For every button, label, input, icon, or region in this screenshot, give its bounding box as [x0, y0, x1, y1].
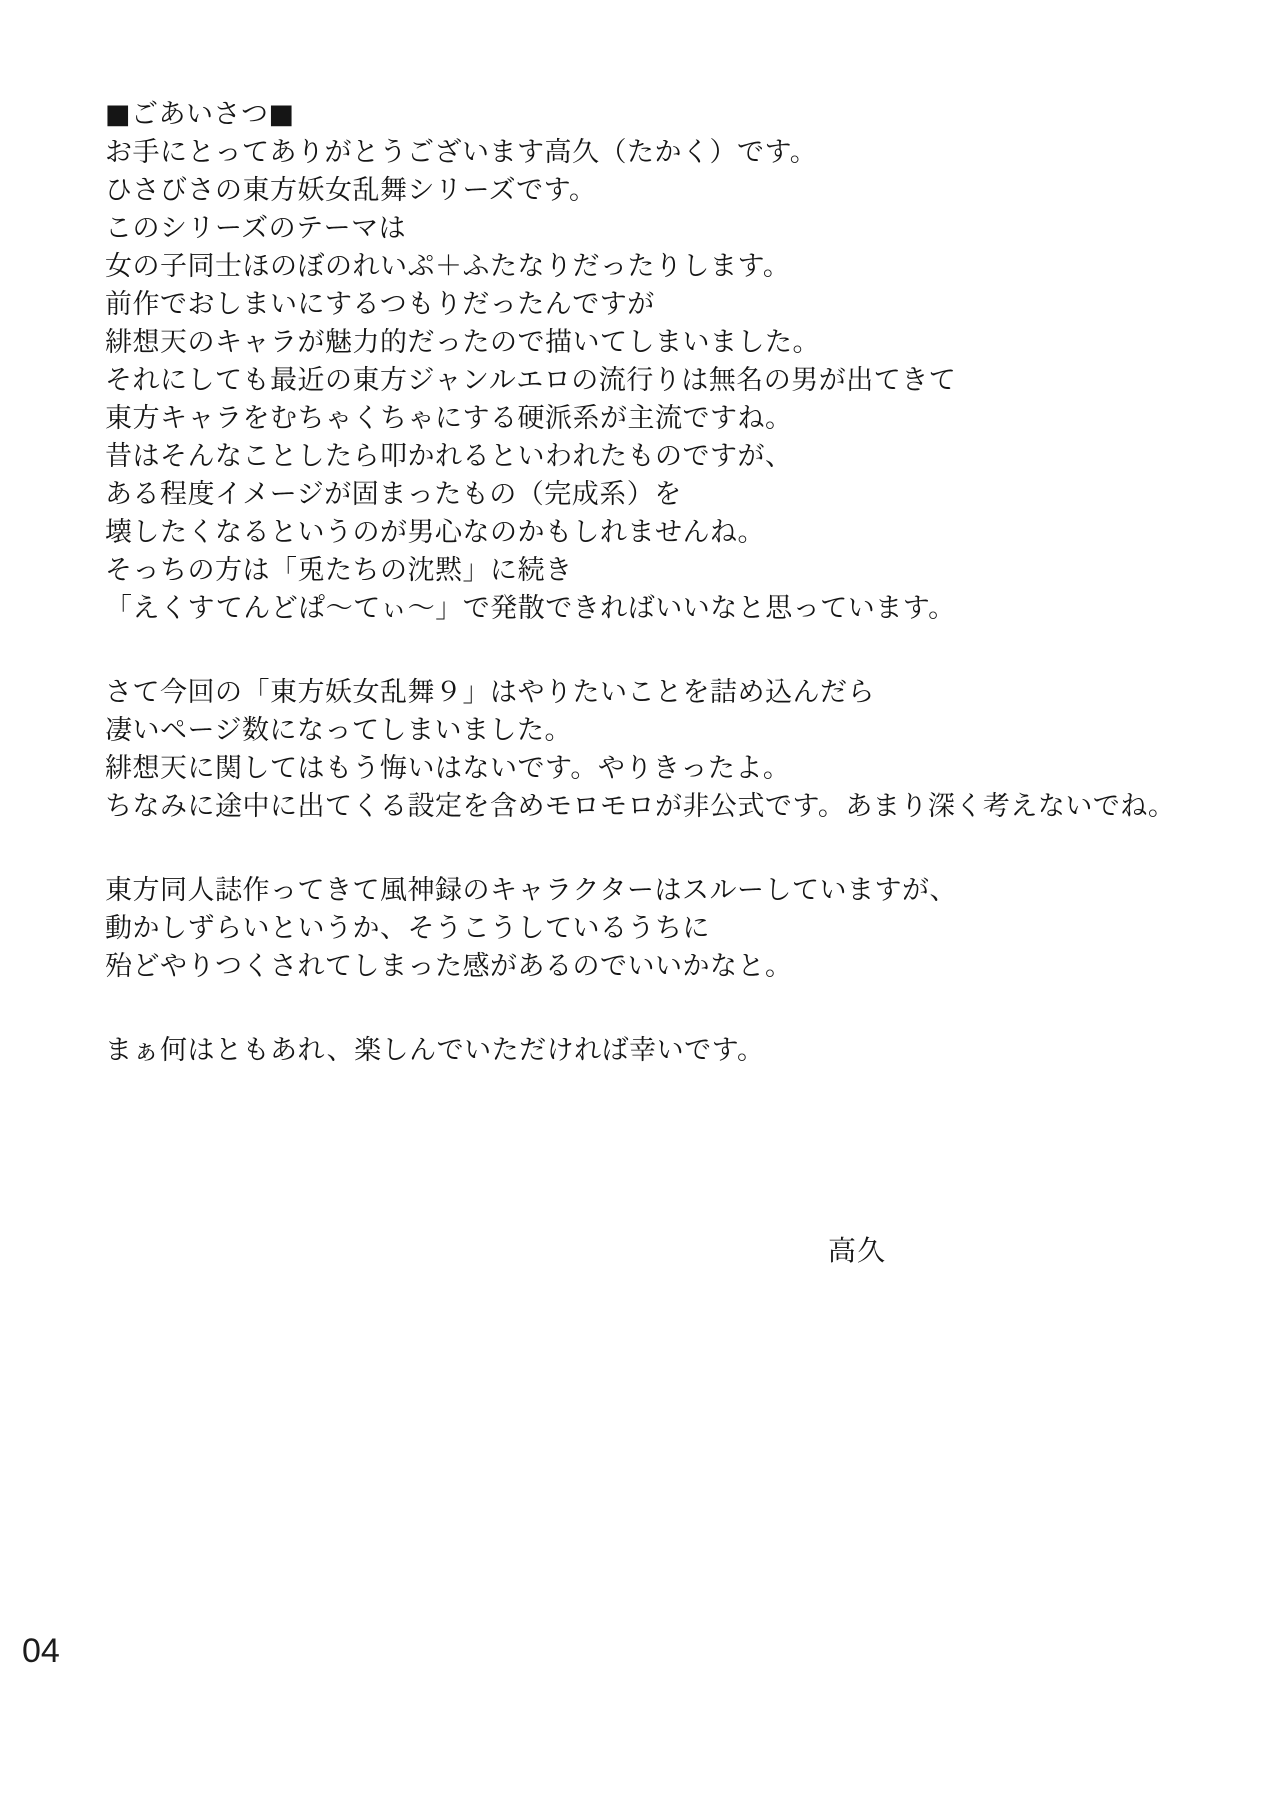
section-heading: ■ごあいさつ■ — [105, 99, 295, 130]
text-line: さて今回の「東方妖女乱舞９」はやりたいことを詰め込んだら — [105, 677, 875, 708]
text-line: 動かしずらいというか、そうこうしているうちに — [105, 913, 710, 944]
paragraph — [105, 674, 1265, 826]
text-line: ひさびさの東方妖女乱舞シリーズです。 — [105, 175, 597, 206]
text-line: 女の子同士ほのぼのれいぷ＋ふたなりだったりします。 — [105, 251, 791, 282]
author-signature: 高久 — [828, 1234, 887, 1267]
text-line: 凄いページ数になってしまいました。 — [105, 715, 572, 746]
paragraph — [105, 872, 1265, 986]
text-line: まぁ何はともあれ、楽しんでいただければ幸いです。 — [105, 1035, 765, 1066]
text-line: 壊したくなるというのが男心なのかもしれませんね。 — [105, 517, 765, 548]
text-line: それにしても最近の東方ジャンルエロの流行りは無名の男が出てきて — [105, 365, 957, 396]
text-line: そっちの方は「兎たちの沈黙」に続き — [105, 555, 573, 586]
text-line: 前作でおしまいにするつもりだったんですが — [105, 289, 655, 320]
page-number: 04 — [22, 1632, 60, 1670]
text-line: このシリーズのテーマは — [105, 213, 407, 244]
text-line: 「えくすてんどぱ～てぃ～」で発散できればいいなと思っています。 — [105, 593, 956, 624]
text-line: ちなみに途中に出てくる設定を含めモロモロが非公式です。あまり深く考えないでね。 — [105, 791, 1176, 822]
greeting-body — [105, 134, 1265, 1070]
paragraph — [105, 134, 1265, 628]
text-line: 殆どやりつくされてしまった感があるのでいいかなと。 — [105, 951, 793, 982]
text-line: 昔はそんなことしたら叩かれるといわれたものですが、 — [105, 441, 793, 472]
text-line: 東方キャラをむちゃくちゃにする硬派系が主流ですね。 — [105, 403, 793, 434]
paragraph — [105, 1032, 1265, 1070]
text-line: 緋想天のキャラが魅力的だったので描いてしまいました。 — [105, 327, 820, 358]
text-line: お手にとってありがとうございます高久（たかく）です。 — [105, 137, 818, 168]
text-line: 緋想天に関してはもう悔いはないです。やりきったよ。 — [105, 753, 791, 784]
text-line: 東方同人誌作ってきて風神録のキャラクターはスルーしていますが、 — [105, 875, 957, 906]
text-line: ある程度イメージが固まったもの（完成系）を — [105, 479, 682, 510]
greeting-section — [105, 96, 1265, 1070]
